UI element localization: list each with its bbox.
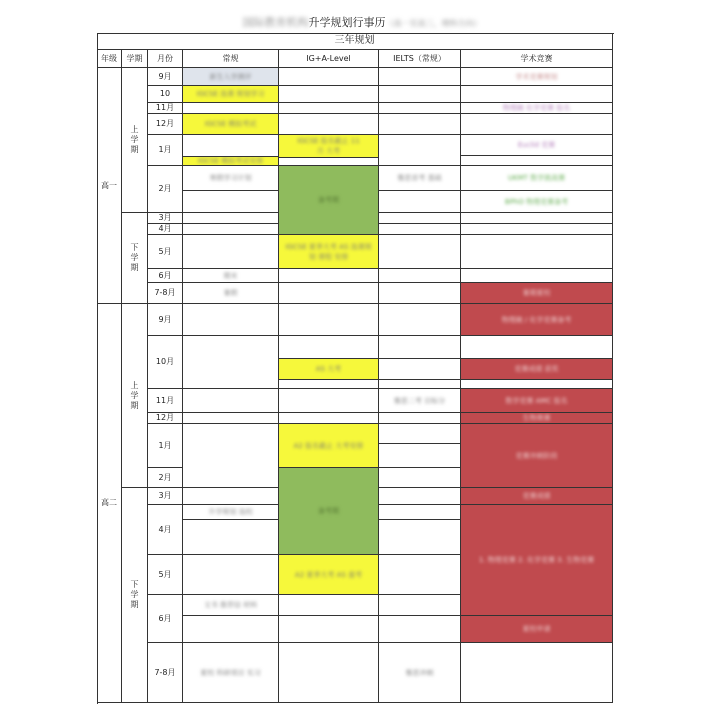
g1-ig-jul: [279, 283, 379, 304]
grade-g1: 高一: [97, 68, 122, 304]
g2-regular-jun2: [183, 616, 279, 643]
month-g2-nov: 11月: [148, 389, 183, 413]
month-g1-may: 5月: [148, 235, 183, 269]
g2-ielts-nov: 雅思二考 目标分: [379, 389, 461, 413]
g1-ig-oct: [279, 86, 379, 103]
g2-comp-dec: 生物奥赛: [461, 413, 613, 424]
month-g2-feb: 2月: [148, 468, 183, 488]
g2-regular-apr: 升学规划 选校: [183, 505, 279, 520]
term-g1-second: 下学期: [122, 213, 148, 304]
g1-regular-nov: [183, 103, 279, 114]
document-title: [0, 14, 724, 30]
g1-regular-jan: [183, 135, 279, 157]
g2-comp-apr-may: 1. 物理竞赛 2. 化学竞赛 3. 生物竞赛: [461, 505, 613, 616]
g2-ig-dec: [279, 413, 379, 424]
g1-ielts-jan: [379, 135, 461, 166]
g2-regular-sep: [183, 304, 279, 336]
g2-ig-sep: [279, 304, 379, 336]
g1-regular-jan2: IGCSE 模拟考试安排: [183, 157, 279, 166]
g2-regular-oct: [183, 336, 279, 389]
g1-regular-oct: IGCSE 选课 规划学习: [183, 86, 279, 103]
g1-comp-jun: [461, 269, 613, 283]
g1-comp-apr: [461, 224, 613, 235]
month-g2-sep: 9月: [148, 304, 183, 336]
month-g1-feb: 2月: [148, 166, 183, 213]
g2-ig-oct2: AS 大考: [279, 359, 379, 380]
g2-comp-jul: [461, 643, 613, 703]
g1-ig-jan2: [279, 158, 379, 166]
g2-ig-jun2: [279, 616, 379, 643]
g1-ig-dec: [279, 114, 379, 135]
month-g2-dec: 12月: [148, 413, 183, 424]
banner: 三年规划: [97, 33, 613, 50]
g1-ielts-may: [379, 235, 461, 269]
g1-ielts-feb: 雅思首考 基础: [379, 166, 461, 191]
title-prefix: 国际教育机构: [242, 16, 309, 29]
term-g2-second: 下学期: [122, 488, 148, 703]
g2-ielts-jan: [379, 424, 461, 444]
g2-ielts-sep: [379, 304, 461, 336]
g2-regular-may: [183, 555, 279, 595]
header-term: 学期: [122, 50, 148, 68]
g1-comp-mar: [461, 213, 613, 224]
grade-g2: 高二: [97, 304, 122, 703]
month-g1-nov: 11月: [148, 103, 183, 114]
g2-comp-oct3: [461, 380, 613, 389]
g2-comp-nov: 数学竞赛 AMC 报名: [461, 389, 613, 413]
g2-regular-mar: [183, 488, 279, 505]
term-g1-first: 上学期: [122, 68, 148, 213]
g1-comp-feb2: BPhO 物理竞赛备考: [461, 191, 613, 213]
g1-ielts-feb2: [379, 191, 461, 213]
g2-regular-nov: [183, 389, 279, 413]
month-g1-sep: 9月: [148, 68, 183, 86]
g2-ig-jan: A2 报名截止 大考安排: [279, 424, 379, 468]
title-main: 升学规划行事历: [308, 16, 386, 29]
g2-ielts-jun: [379, 595, 461, 616]
g2-ielts-jun2: [379, 616, 461, 643]
month-g1-oct: 10: [148, 86, 183, 103]
g1-comp-feb: UKMT 数学挑战赛: [461, 166, 613, 191]
g1-comp-oct: [461, 86, 613, 103]
g2-ig-nov: [279, 389, 379, 413]
g1-ielts-nov: [379, 103, 461, 114]
g1-comp-jul: 暑期夏校: [461, 283, 613, 304]
title-suffix: （高一至高三，理科方向）: [385, 19, 482, 28]
g1-ig-feb-apr: 备考期: [279, 166, 379, 235]
header-ielts: IELTS（常规）: [379, 50, 461, 68]
g2-ielts-mar: [379, 488, 461, 505]
month-g1-apr: 4月: [148, 224, 183, 235]
g2-regular-dec: [183, 413, 279, 424]
g1-ig-jan: IGCSE 报名截止 11 月 大考: [279, 135, 379, 158]
g2-ielts-may: [379, 555, 461, 595]
month-g2-mar: 3月: [148, 488, 183, 505]
g1-regular-feb: 寒假学习计划: [183, 166, 279, 191]
g1-comp-may: [461, 235, 613, 269]
g2-ielts-jan2: [379, 444, 461, 468]
g1-comp-dec: [461, 114, 613, 135]
g1-regular-may: [183, 235, 279, 269]
month-g2-jul-aug: 7-8月: [148, 643, 183, 703]
header-ig-alevel: IG+A-Level: [279, 50, 379, 68]
g2-comp-sep: 物理碗 / 化学竞赛备考: [461, 304, 613, 336]
g1-regular-apr: [183, 224, 279, 235]
header-month: 月份: [148, 50, 183, 68]
month-g1-mar: 3月: [148, 213, 183, 224]
header-regular: 常规: [183, 50, 279, 68]
g2-comp-jun: 夏校申请: [461, 616, 613, 643]
g1-regular-jul: 暑假: [183, 283, 279, 304]
month-g2-jan: 1月: [148, 424, 183, 468]
g1-regular-mar: [183, 213, 279, 224]
term-g2-first: 上学期: [122, 304, 148, 488]
g2-comp-oct2: 竞赛成绩 获奖: [461, 359, 613, 380]
g1-regular-feb2: [183, 191, 279, 213]
month-g1-jan: 1月: [148, 135, 183, 166]
g1-comp-jan: Euclid 竞赛: [461, 135, 613, 156]
g2-ig-feb-apr: 备考期: [279, 468, 379, 555]
g2-ig-jun: [279, 595, 379, 616]
g1-regular-dec: IGCSE 模拟考试: [183, 114, 279, 135]
g2-regular-jan-feb: [183, 424, 279, 488]
g2-ig-oct3: [279, 380, 379, 389]
g2-ig-may: A2 夏季大考 AS 重考: [279, 555, 379, 595]
g1-ig-nov: [279, 103, 379, 114]
g2-ielts-apr: [379, 505, 461, 520]
month-g1-jul-aug: 7-8月: [148, 283, 183, 304]
g2-regular-jun: 文书 推荐信 材料: [183, 595, 279, 616]
g1-ielts-dec: [379, 114, 461, 135]
g2-comp-oct: [461, 336, 613, 359]
g1-ielts-oct: [379, 86, 461, 103]
month-g2-may: 5月: [148, 555, 183, 595]
g1-comp-sep: 学术竞赛规划: [461, 68, 613, 86]
g2-comp-jan-feb: 竞赛冲刺阶段: [461, 424, 613, 488]
month-g1-dec: 12月: [148, 114, 183, 135]
header-grade: 年级: [97, 50, 122, 68]
g1-comp-jan2: [461, 156, 613, 166]
g2-ielts-oct: [379, 336, 461, 359]
g1-ig-jun: [279, 269, 379, 283]
g2-regular-jul: 夏校 科研项目 实习: [183, 643, 279, 703]
g1-regular-sep: 新生入学测评: [183, 68, 279, 86]
g2-ielts-apr2: [379, 520, 461, 555]
g1-ielts-jul: [379, 283, 461, 304]
header-competition: 学术竞赛: [461, 50, 613, 68]
g2-ig-oct: [279, 336, 379, 359]
g1-ielts-mar: [379, 213, 461, 224]
month-g2-jun: 6月: [148, 595, 183, 643]
g2-ielts-jul: 雅思冲刺: [379, 643, 461, 703]
g2-regular-apr2: [183, 520, 279, 555]
g2-ielts-oct3: [379, 380, 461, 389]
g2-ielts-feb: [379, 468, 461, 488]
g1-comp-nov: 物理碗 化学竞赛 报名: [461, 103, 613, 114]
g2-comp-mar: 竞赛成绩: [461, 488, 613, 505]
g1-ielts-sep: [379, 68, 461, 86]
g2-ielts-oct2: [379, 359, 461, 380]
g1-ig-may: IGCSE 夏季大考 AS 选课规划 课程 安排: [279, 235, 379, 269]
g1-regular-jun: 期末: [183, 269, 279, 283]
month-g2-apr: 4月: [148, 505, 183, 555]
g2-ig-jul: [279, 643, 379, 703]
month-g2-oct: 10月: [148, 336, 183, 389]
g1-ielts-apr: [379, 224, 461, 235]
month-g1-jun: 6月: [148, 269, 183, 283]
g1-ig-sep: [279, 68, 379, 86]
g2-ielts-dec: [379, 413, 461, 424]
g1-ielts-jun: [379, 269, 461, 283]
